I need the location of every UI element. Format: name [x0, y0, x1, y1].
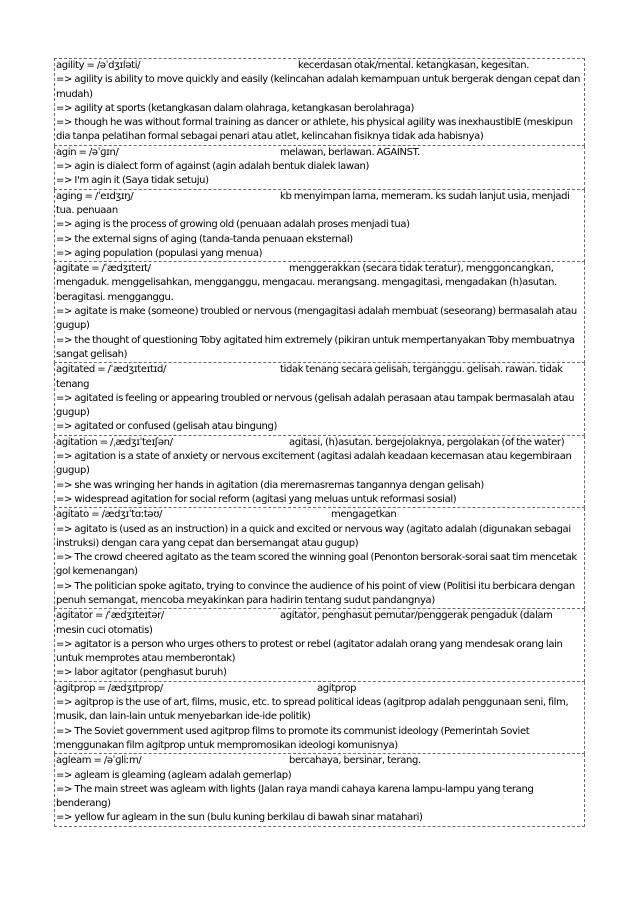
dictionary-entry [54, 436, 585, 508]
entry-example: => The Soviet government used agitprop films to promote its communist ideology (Pemerintah Soviet menggunakan film agitprop untuk mempromosikan ideologi komunisnya) [56, 725, 530, 751]
entry-term: agility = /əˈdʒɪləti/ [56, 60, 141, 71]
entry-example: => The main street was agleam with lights (Jalan raya mandi cahaya karena lampu-lampu yang terang benderang) [56, 783, 534, 810]
dictionary-entry [54, 363, 585, 435]
entry-gloss: agitprop [317, 682, 357, 694]
entry-example: => yellow fur agleam in the sun (bulu kuning berkilau di bawah sinar matahari) [56, 812, 423, 824]
entry-headline [56, 508, 583, 522]
entry-example: => agitprop is the use of art, films, music, etc. to spread political ideas (agitprop adalah penggunaan seni, film, musik, dan lain-lain untuk menyebarkan ide-ide politik) [56, 697, 569, 723]
entry-headline [56, 363, 583, 392]
entry-headline [56, 59, 583, 73]
entry-example: => agility at sports (ketangkasan dalam olahraga, ketangkasan berolahraga) [56, 102, 415, 114]
entry-example: => she was wringing her hands in agitation (dia meremasremas tangannya dengan gelisah) [56, 479, 484, 491]
entry-example: => agitated is feeling or appearing troubled or nervous (gelisah adalah perasaan atau tampak bermasalah atau gugup) [56, 392, 575, 419]
entry-term: agitator = /ˈædʒɪteɪtər/ [56, 610, 164, 622]
entry-example: => agitato is (used as an instruction) in a quick and excited or nervous way (agitato adalah (digunakan sebagai instruksi) dengan cara yang cepat dan bersemangat atau gugup) [56, 523, 571, 549]
entry-example: => the thought of questioning Toby agitated him extremely (pikiran untuk mempertanyakan Toby membuatnya [56, 334, 575, 346]
entry-example: => aging population (populasi yang menua) [56, 247, 263, 259]
entry-headline [56, 436, 583, 450]
entry-term: agitate = /ˈædʒɪteɪt/ [56, 263, 151, 275]
entry-gloss: bercahaya, bersinar, terang. [289, 755, 421, 767]
entry-term: agleam = /əˈɡliːm/ [56, 755, 142, 767]
entry-example: => agin is dialect form of against (agin adalah bentuk dialek lawan) [56, 161, 370, 173]
entry-example: => agitated or confused (gelisah atau bingung) [56, 421, 278, 433]
entry-example: => though he was without formal training as dancer or athlete, his physical agility was inexhaustiblE (meskipun dia tanpa pelatihan formal sebagai penari atau atlet, kelincahan fisiknya tidak ada habisnya) [56, 117, 573, 143]
dictionary-entry [54, 190, 585, 262]
entry-term: agitato = /ædʒɪˈtɑːtəʊ/ [56, 509, 163, 521]
dictionary-page [54, 58, 585, 827]
dictionary-entry [54, 754, 585, 826]
entry-example: => agitation is a state of anxiety or nervous excitement (agitasi adalah keadaan kecemasan atau kegembiraan gugup) [56, 451, 572, 477]
entry-gloss: melawan, berlawan. AGAINST. [280, 146, 421, 158]
entry-headline [56, 190, 583, 219]
dictionary-entry [54, 146, 585, 190]
entry-gloss: tidak tenang secara gelisah, terganggu. gelisah. rawan. tidak tenang [56, 364, 563, 390]
entry-example: => The politician spoke agitato, trying to convince the audience of his point of view (Politisi itu berbicara dengan penuh semangat, mencoba meyakinkan para hadirin tentang sudut pandangnya) [56, 580, 575, 606]
dictionary-entry [54, 262, 585, 363]
entry-example: => aging is the process of growing old (penuaan adalah proses menjadi tua) [56, 219, 410, 231]
entry-term: agin = /əˈɡɪn/ [56, 146, 119, 158]
entry-term: agitated = /ˈædʒɪteɪtɪd/ [56, 364, 166, 376]
entry-example: => agitate is make (someone) troubled or nervous (mengagitasi adalah membuat (seseorang) bermasalah atau gugup) [56, 306, 577, 332]
entry-example: => widespread agitation for social reform (agitasi yang meluas untuk reformasi sosial) [56, 493, 457, 505]
entry-example: => labor agitator (penghasut buruh) [56, 667, 227, 679]
dictionary-entry [54, 609, 585, 681]
entry-example: => I'm agin it (Saya tidak setuju) [56, 175, 209, 187]
dictionary-entry [54, 58, 585, 146]
entry-headline [56, 146, 583, 160]
entry-term: aging = /ˈeɪdʒɪŋ/ [56, 190, 134, 202]
entry-example: => the external signs of aging (tanda-tanda penuaan eksternal) [56, 233, 353, 245]
entry-headline [56, 609, 583, 638]
entry-headline [56, 682, 583, 696]
entry-example: => agility is ability to move quickly and easily (kelincahan adalah kemampuan untuk bergerak dengan cepat dan mudah) [56, 74, 581, 100]
entry-term: agitprop = /ædʒɪtprop/ [56, 682, 163, 694]
entry-term: agitation = /ˌædʒɪˈteɪʃən/ [56, 436, 173, 448]
entry-gloss: mengagetkan [331, 509, 397, 521]
entry-example: => agitator is a person who urges others to protest or rebel (agitator adalah orang yang mendesak orang lain untuk memprotes atau memberontak) [56, 638, 563, 665]
entry-headline [56, 754, 583, 768]
entry-gloss: kecerdasan otak/mental. ketangkasan, kegesitan. [298, 60, 530, 71]
dictionary-entry [54, 682, 585, 754]
entry-gloss: agitator, penghasut pemutar/penggerak pengaduk (dalam mesin cuci otomatis) [56, 610, 553, 636]
entry-gloss: menggerakkan (secara tidak teratur), menggoncangkan, mengaduk. menggelisahkan, mengganggu, mengacau. merangsang. mengagitasi, mengadakan (h)asutan. beragitasi. mengganggu. [56, 263, 557, 303]
entry-gloss: kb menyimpan lama, memeram. ks sudah lanjut usia, menjadi tua. penuaan [56, 190, 570, 216]
entry-gloss: agitasi, (h)asutan. bergejolaknya, pergolakan (of the water) [289, 436, 565, 448]
entry-example: => The crowd cheered agitato as the team scored the winning goal (Penonton bersorak-sorai saat tim mencetak gol kemenangan) [56, 552, 577, 578]
entry-headline [56, 262, 583, 305]
entry-example: sangat gelisah) [56, 348, 128, 360]
dictionary-entry [54, 508, 585, 609]
entry-example: => agleam is gleaming (agleam adalah gemerlap) [56, 769, 292, 781]
